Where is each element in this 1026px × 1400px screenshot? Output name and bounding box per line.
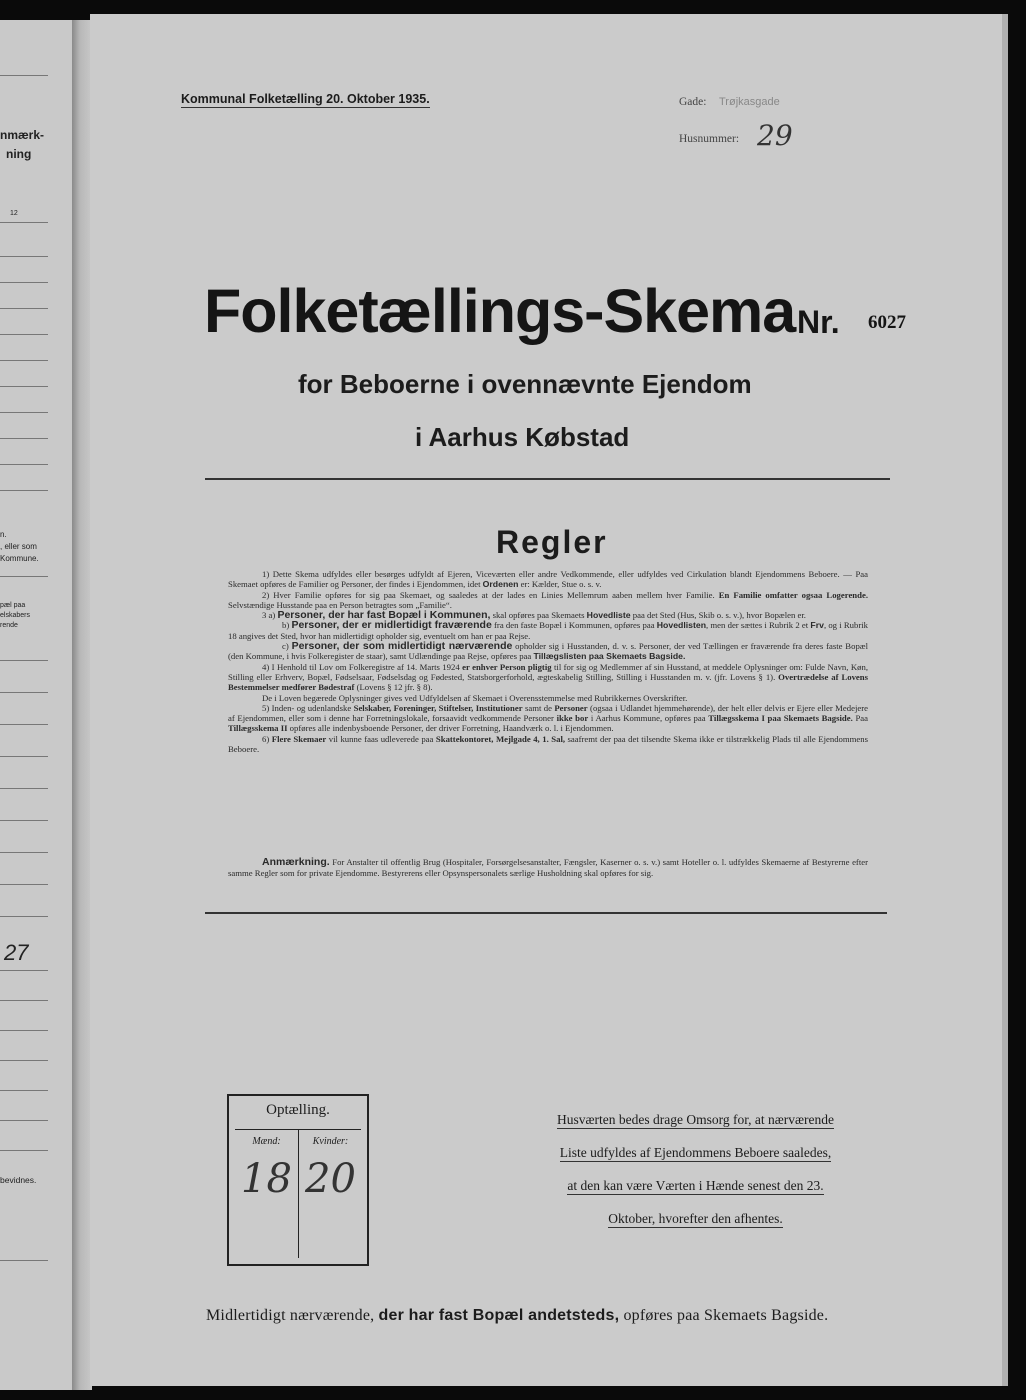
rule-emphasis: Ordenen bbox=[482, 579, 519, 590]
rule-text: vil kunne faas udleverede paa bbox=[326, 733, 436, 744]
left-rule bbox=[0, 282, 48, 283]
rule-emphasis: Skattekontoret, Mejlgade 4, 1. Sal, bbox=[435, 733, 566, 744]
tally-women-label: Kvinder: bbox=[312, 1136, 349, 1147]
left-rule bbox=[0, 788, 48, 789]
left-rule bbox=[0, 660, 48, 661]
left-text-ning: ning bbox=[6, 147, 32, 161]
landlord-notice bbox=[528, 1112, 863, 1244]
rule-emphasis: Frv bbox=[810, 620, 824, 631]
tally-box bbox=[227, 1094, 369, 1266]
left-rule bbox=[0, 1150, 48, 1151]
rule-emphasis: Hovedliste bbox=[586, 610, 631, 621]
form-subtitle-city: i Aarhus Købstad bbox=[415, 422, 630, 452]
notice-line bbox=[528, 1112, 863, 1145]
tally-women-column bbox=[299, 1130, 362, 1258]
rule-4 bbox=[228, 662, 868, 693]
form-title: Folketællings-Skema bbox=[204, 277, 796, 345]
left-text-n: n. bbox=[0, 530, 7, 539]
rule-text: samt de bbox=[522, 702, 555, 713]
rule-text: , og i Rubrik 18 angives det Sted, hvor han midlertidigt opholder sig, eventuelt om han er paa Rejse. bbox=[228, 620, 868, 641]
rule-text: 6) bbox=[262, 733, 272, 744]
rule-emphasis: Tillægsskema I paa Skemaets Bagside. bbox=[708, 713, 853, 724]
left-rule bbox=[0, 222, 48, 223]
divider-bottom bbox=[205, 912, 887, 914]
left-rule bbox=[0, 1060, 48, 1061]
rule-2 bbox=[228, 590, 868, 611]
rule-text: opføres alle indenbysboende Personer, der driver Forretning, Haandværk o. l. i Ejendommen. bbox=[287, 723, 614, 734]
left-rule bbox=[0, 308, 48, 309]
rule-3b bbox=[228, 620, 868, 641]
rule-text: i Aarhus Kommune, opføres paa bbox=[588, 713, 709, 724]
divider-top bbox=[205, 478, 890, 480]
rule-text: saafremt der paa det tilsendte Skema ikke er tilstrækkelig Plads til alle Ejendommens Beboere. bbox=[228, 733, 868, 755]
rule-text: paa det Sted (Hus, Skib o. s. v.), hvor Bopælen er. bbox=[630, 610, 806, 621]
left-rule bbox=[0, 756, 48, 757]
left-rule bbox=[0, 576, 48, 577]
tally-title: Optælling. bbox=[266, 1102, 330, 1118]
left-rule bbox=[0, 820, 48, 821]
left-text-bopael: pæl paa bbox=[0, 602, 26, 609]
rule-emphasis: Selskaber, Foreninger, Stiftelser, Institutioner bbox=[353, 702, 523, 713]
left-text-anmaerk: nmærk- bbox=[0, 128, 45, 142]
left-rule bbox=[0, 334, 48, 335]
tally-men-label: Mænd: bbox=[252, 1136, 281, 1147]
notice-text: Liste udfyldes af Ejendommens Beboere saaledes, bbox=[559, 1145, 832, 1160]
form-number-label: Nr. bbox=[797, 304, 840, 340]
anmaerkning-text: For Anstalter til offentlig Brug (Hospitaler, Forsørgelsesanstalter, Fængsler, Kaserner o. s. v.) samt Hoteller o. l. udfyldes Skemaerne af Bestyrerne efter samme Regler som for private Ejendomme. Bestyrerens eller Opsynspersonalets særlige Husholdning skal opføres for sig. bbox=[228, 857, 868, 878]
anmaerkning-note bbox=[228, 857, 868, 878]
page-binding bbox=[72, 20, 92, 1390]
left-rule bbox=[0, 1120, 48, 1121]
rule-emphasis: Personer bbox=[554, 702, 588, 713]
notice-line bbox=[528, 1145, 863, 1178]
rule-emphasis: Personer, der har fast Bopæl i Kommunen, bbox=[277, 609, 491, 622]
left-rule bbox=[0, 1090, 48, 1091]
rule-emphasis: Flere Skemaer bbox=[271, 733, 327, 744]
rule-text: c) bbox=[282, 641, 292, 652]
tally-women-value: 20 bbox=[305, 1156, 356, 1202]
left-rule bbox=[0, 724, 48, 725]
rule-text: (ogsaa i Udlandet hjemmehørende), der helt eller delvis er Ejere eller Medejere af Ejendommen, eller som i denne har Forretningslokale, forsaavidt vedkommende Personer bbox=[228, 702, 868, 724]
left-rule bbox=[0, 1260, 48, 1261]
left-rule bbox=[0, 692, 48, 693]
left-rule bbox=[0, 916, 48, 917]
rule-text: (Lovens § 12 jfr. § 8). bbox=[354, 682, 433, 693]
husnummer-label: Husnummer: bbox=[679, 133, 740, 145]
rule-emphasis: ikke bor bbox=[556, 713, 589, 724]
rule-3c bbox=[228, 641, 868, 662]
footer-text: Midlertidigt nærværende, bbox=[206, 1307, 379, 1324]
rule-emphasis: Overtrædelse af Lovens Bestemmelser medfører Bødestraf bbox=[228, 671, 868, 693]
anmaerkning-label: Anmærkning. bbox=[262, 856, 330, 868]
rule-4-note: De i Loven begærede Oplysninger gives ved Udfyldelsen af Skemaet i Overensstemmelse med Rubrikkernes Overskrifter. bbox=[262, 692, 688, 703]
left-rule bbox=[0, 852, 48, 853]
left-col-number: 12 bbox=[10, 210, 18, 217]
rule-text: skal opføres paa Skemaets bbox=[490, 610, 587, 621]
left-text-selskabers: elskabers bbox=[0, 612, 30, 619]
left-rule bbox=[0, 1030, 48, 1031]
left-text-bevidnes: bevidnes. bbox=[0, 1175, 37, 1185]
rule-text: fra den faste Bopæl i Kommunen, opføres paa bbox=[491, 620, 657, 631]
census-date-line: Kommunal Folketælling 20. Oktober 1935. bbox=[181, 92, 430, 106]
footer-text: opføres paa Skemaets Bagside. bbox=[619, 1307, 829, 1324]
rule-emphasis: Tillægsskema II bbox=[228, 723, 288, 734]
rule-text: er: Kælder, Stue o. s. v. bbox=[518, 579, 602, 590]
left-rule bbox=[0, 490, 48, 491]
left-page-fragment bbox=[0, 20, 74, 1390]
left-rule bbox=[0, 1000, 48, 1001]
rule-emphasis: Personer, der som midlertidigt nærværende bbox=[291, 640, 513, 653]
rule-6 bbox=[228, 734, 868, 755]
rule-1 bbox=[228, 569, 868, 590]
left-rule bbox=[0, 464, 48, 465]
left-text-erende: rende bbox=[0, 622, 18, 629]
rule-text: 5) Inden- og udenlandske bbox=[262, 702, 354, 713]
rule-emphasis: En Familie omfatter ogsaa Logerende. bbox=[718, 589, 869, 600]
rule-text: til for sig og Medlemmer af sin Husstand, at meddele Oplysninger om: Fulde Navn, Køn, Stilling eller Erhverv, Bopæl, Fødselsaar, Fødselsdag og Fødested, Statsborgerforhold, ægteskabelig Stilling, Stilling i Husstanden m. v. (jfr. Lovens § 1). bbox=[228, 661, 869, 682]
footer-instruction bbox=[206, 1307, 828, 1325]
rule-text: 4) I Henhold til Lov om Folkeregistre af 14. Marts 1924 bbox=[262, 661, 463, 672]
left-rule bbox=[0, 438, 48, 439]
form-subtitle-residents: for Beboerne i ovennævnte Ejendom bbox=[298, 369, 752, 399]
rule-text: 2) Hver Familie opføres for sig paa Skemaet, og saaledes at der lades en Linies Mellemrum aaben mellem hver Familie. bbox=[262, 589, 719, 600]
left-rule bbox=[0, 360, 48, 361]
rules-text bbox=[228, 569, 868, 754]
rule-text: Selvstændige Husstande paa en Person betragtes som „Familie“. bbox=[228, 599, 452, 610]
tally-grid bbox=[235, 1129, 361, 1258]
rule-emphasis: Personer, der er midlertidigt fraværende bbox=[291, 619, 492, 632]
notice-text: at den kan være Værten i Hænde senest den 23. bbox=[567, 1178, 824, 1193]
rule-text: b) bbox=[282, 620, 292, 631]
rule-text: 3 a) bbox=[262, 610, 278, 621]
rules-heading: Regler bbox=[496, 524, 608, 560]
left-text-eller-som: , eller som bbox=[0, 542, 37, 551]
left-rule bbox=[0, 256, 48, 257]
left-rule bbox=[0, 970, 48, 971]
rule-5 bbox=[228, 703, 868, 734]
left-rule bbox=[0, 412, 48, 413]
gade-label: Gade: bbox=[679, 96, 707, 108]
form-number-value: 6027 bbox=[868, 312, 906, 333]
rule-emphasis: Hovedlisten bbox=[656, 620, 707, 631]
husnummer-value: 29 bbox=[757, 119, 793, 152]
rule-text: Paa bbox=[852, 713, 868, 724]
notice-text: Husværten bedes drage Omsorg for, at nærværende bbox=[556, 1112, 835, 1127]
left-rule bbox=[0, 75, 48, 76]
notice-line bbox=[528, 1211, 863, 1244]
rule-text: 1) Dette Skema udfyldes eller besørges udfyldt af Ejeren, Viceværten eller andre Vedkommende, eller udfyldes ved Cirkulation blandt Ejendommens Beboere. — Paa Skemaet opføres de Familier og Personer, der findes i Ejendommen, idet bbox=[228, 569, 868, 590]
notice-text: Oktober, hvorefter den afhentes. bbox=[608, 1211, 783, 1226]
rule-emphasis: er enhver Person pligtig bbox=[462, 661, 552, 672]
left-handwritten-number: 27 bbox=[4, 940, 29, 965]
footer-emphasis: der har fast Bopæl andetsteds, bbox=[378, 1307, 620, 1324]
left-text-kommune: Kommune. bbox=[0, 554, 39, 563]
gade-value: Trøjkasgade bbox=[719, 96, 780, 108]
rule-text: opholder sig i Husstanden, d. v. s. Personer, der ved Tællingen er fraværende fra deres faste Bopæl (den Kommune, i hvis Folkeregister de staar), samt Udlændinge paa Rejse, opføres paa bbox=[228, 641, 868, 662]
rule-emphasis: Tillægslisten paa Skemaets Bagside. bbox=[533, 651, 686, 662]
left-rule bbox=[0, 884, 48, 885]
census-form-page bbox=[90, 14, 1008, 1386]
notice-line bbox=[528, 1178, 863, 1211]
left-rule bbox=[0, 386, 48, 387]
tally-men-value: 18 bbox=[241, 1156, 292, 1202]
tally-men-column bbox=[235, 1130, 298, 1258]
rule-text: , men der sættes i Rubrik 2 et bbox=[706, 620, 811, 631]
